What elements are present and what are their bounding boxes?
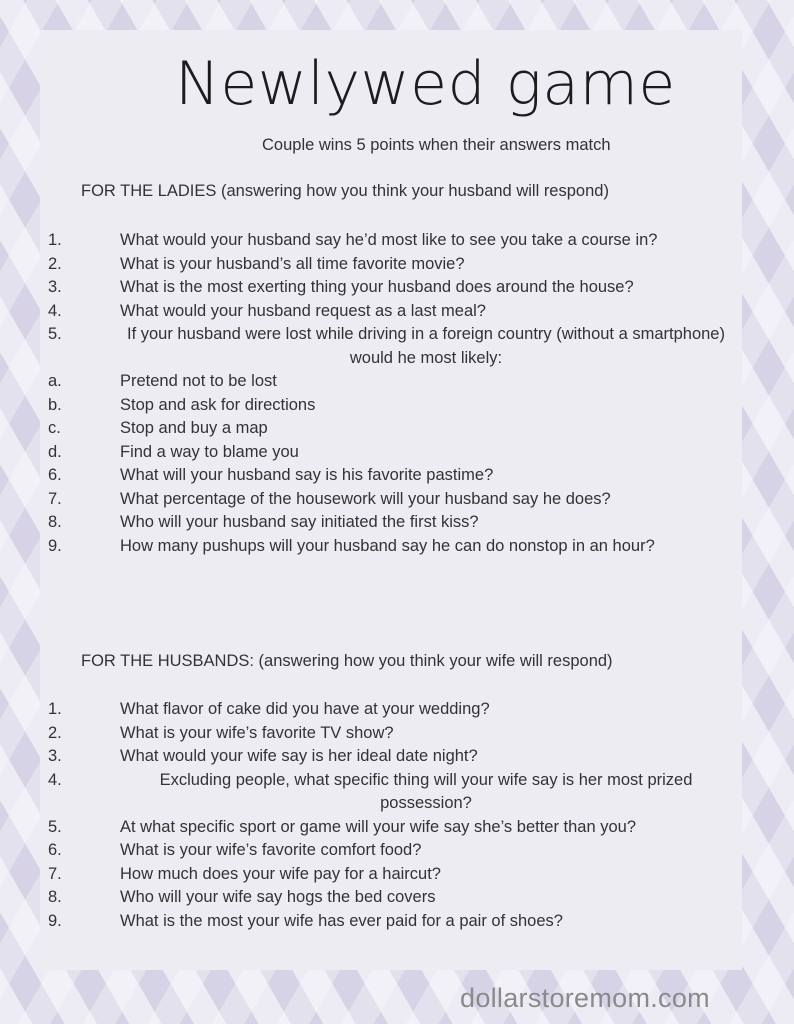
- item-text: What would your wife say is her ideal date night?: [120, 747, 478, 765]
- item-number: 9.: [48, 911, 62, 930]
- item-text: What is the most your wife has ever paid for a pair of shoes?: [120, 911, 563, 930]
- list-item: [40, 511, 742, 535]
- item-number: 3.: [48, 278, 62, 296]
- item-text: What would your husband say he’d most like to see you take a course in?: [120, 231, 658, 249]
- item-number: 7.: [48, 489, 62, 508]
- item-number: 2.: [48, 723, 62, 742]
- list-item: [40, 839, 742, 863]
- item-text: How many pushups will your husband say he can do nonstop in an hour?: [120, 536, 655, 555]
- item-number: 7.: [48, 864, 62, 883]
- page-subtitle: Couple wins 5 points when their answers match: [262, 136, 611, 154]
- document-page: [40, 30, 742, 970]
- list-item: [40, 394, 742, 418]
- ladies-section-heading: FOR THE LADIES (answering how you think your husband will respond): [81, 182, 609, 200]
- page-title: Newlywed game: [175, 49, 676, 119]
- list-item: [40, 276, 742, 300]
- item-number: 6.: [48, 841, 62, 859]
- item-text: How much does your wife pay for a haircut?: [120, 864, 441, 883]
- item-number: 8.: [48, 888, 62, 906]
- item-text: What is your wife’s favorite comfort food?: [120, 841, 422, 859]
- list-item: [40, 323, 742, 370]
- item-number: 4.: [48, 770, 62, 789]
- list-item: [40, 745, 742, 769]
- item-text: What is your husband’s all time favorite movie?: [120, 254, 465, 273]
- item-text: What flavor of cake did you have at your wedding?: [120, 700, 490, 718]
- item-text: Find a way to blame you: [120, 442, 299, 461]
- husbands-section-heading: FOR THE HUSBANDS: (answering how you think your wife will respond): [81, 652, 613, 670]
- list-item: [40, 886, 742, 910]
- item-text: Who will your husband say initiated the first kiss?: [120, 513, 479, 531]
- item-text: What will your husband say is his favorite pastime?: [120, 466, 494, 484]
- item-text: Stop and ask for directions: [120, 395, 316, 414]
- item-number: 9.: [48, 536, 62, 555]
- item-text: What is your wife’s favorite TV show?: [120, 723, 394, 742]
- item-text: Pretend not to be lost: [120, 372, 277, 390]
- item-number: 1.: [48, 231, 62, 249]
- item-number: 5.: [48, 817, 62, 836]
- list-item: [40, 698, 742, 722]
- item-number: b.: [48, 395, 62, 414]
- list-item: [40, 863, 742, 887]
- ladies-question-list: [40, 229, 742, 558]
- list-item: [40, 910, 742, 934]
- item-text: If your husband were lost while driving in a foreign country (without a smartphone) would he most likely:: [127, 325, 725, 367]
- item-number: 4.: [48, 301, 62, 320]
- list-item: [40, 441, 742, 465]
- item-number: a.: [48, 372, 62, 390]
- list-item: [40, 488, 742, 512]
- item-text: Who will your wife say hogs the bed covers: [120, 888, 436, 906]
- item-text: What is the most exerting thing your husband does around the house?: [120, 278, 634, 296]
- item-number: d.: [48, 442, 62, 461]
- item-text: What would your husband request as a last meal?: [120, 301, 486, 320]
- item-number: 3.: [48, 747, 62, 765]
- list-item: [40, 535, 742, 559]
- list-item: [40, 722, 742, 746]
- item-number: 8.: [48, 513, 62, 531]
- site-watermark: dollarstoremom.com: [460, 983, 710, 1013]
- list-item: [40, 769, 742, 816]
- item-number: 6.: [48, 466, 62, 484]
- item-number: 2.: [48, 254, 62, 273]
- item-text: Excluding people, what specific thing will your wife say is her most prized possession?: [159, 770, 693, 812]
- item-text: What percentage of the housework will your husband say he does?: [120, 489, 611, 508]
- item-text: Stop and buy a map: [120, 419, 268, 437]
- husbands-question-list: [40, 698, 742, 933]
- list-item: [40, 370, 742, 394]
- list-item: [40, 253, 742, 277]
- list-item: [40, 300, 742, 324]
- list-item: [40, 464, 742, 488]
- item-number: 5.: [48, 325, 62, 343]
- item-number: 1.: [48, 700, 62, 718]
- list-item: [40, 417, 742, 441]
- list-item: [40, 229, 742, 253]
- item-number: c.: [48, 419, 61, 437]
- item-text: At what specific sport or game will your wife say she’s better than you?: [120, 817, 637, 836]
- list-item: [40, 816, 742, 840]
